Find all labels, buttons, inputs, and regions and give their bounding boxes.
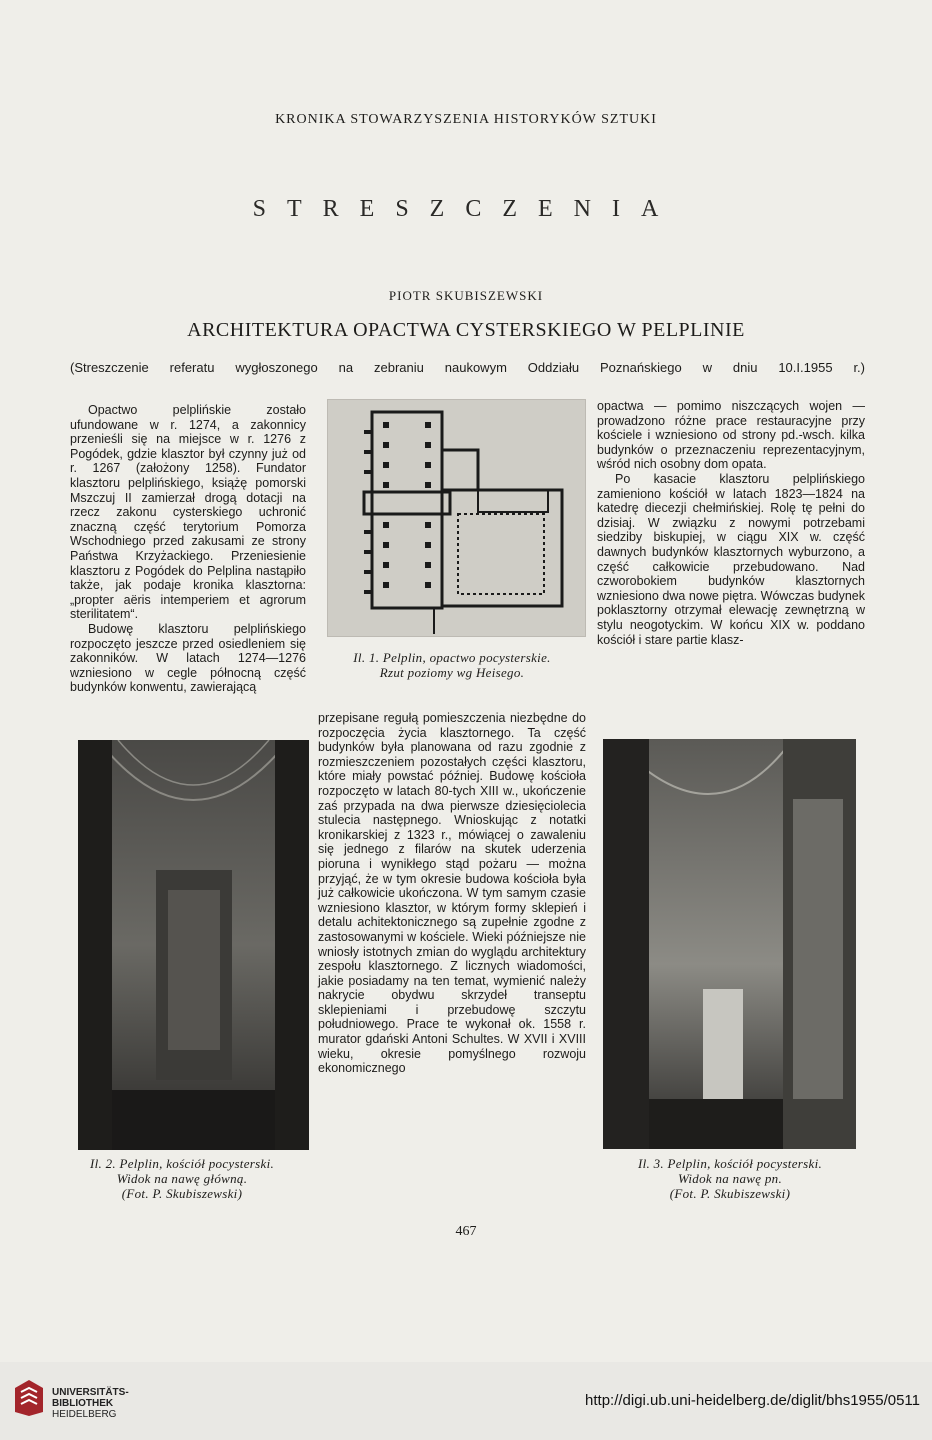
library-logo-icon — [12, 1378, 46, 1418]
library-footer — [0, 1362, 932, 1440]
library-name — [52, 1387, 129, 1420]
text-column-left — [70, 403, 306, 695]
north-aisle-photo-figure — [603, 739, 856, 1149]
nave-photo-image — [78, 740, 309, 1150]
caption-line: Il. 2. Pelplin, kościół pocysterski. — [89, 1156, 275, 1171]
text-column-middle — [318, 711, 586, 1076]
paragraph: przepisane regułą pomieszczenia niezbędne do rozpoczęcia życia klasztornego. Ta część budynków była planowana od razu zgodnie z rozmieszczeniem pozostałych części klasztoru, które miały powstać później. Budowę kościoła rozpoczęto w latach 80-tych XIII w., ukończenie zaś przypada na dwa pierwsze dziesięciolecia stulecia następnego. Wnioskując z notatki kronikarskiej z 1323 r., mówiącej o zawaleniu się jednego z filarów na skutek uderzenia pioruna i wynikłego stąd pożaru — można przyjąć, że w tym okresie budowa kościoła była już całkowicie ukończona. W tym samym czasie wzniesiono klasztor, w którym formy sklepień i detalu achitektonicznego są zupełnie zgodne z zastosowanymi w kościele. Wieki późniejsze nie wniosły istotnych zmian do wyglądu architektury zespołu klasztornego. Z licznych wiadomości, jakie posiadamy na ten temat, wymienić należy nakrycie obydwu skrzydeł transeptu sklepieniami i przebudowę szczytu południowego. Prace te wykonał ok. 1558 r. murator gdański Antoni Schultes. W XVII i XVIII wieku, okresie pomyślnego rozwoju ekonomicznego — [318, 711, 586, 1076]
caption-line: (Fot. P. Skubiszewski) — [121, 1186, 243, 1201]
figure-1-caption — [318, 650, 586, 680]
floor-plan-image — [328, 400, 585, 636]
paragraph: Po kasacie klasztoru pelplińskiego zamieniono kościół w latach 1823—1824 na katedrę diecezji chełmińskiej. Rolę tę pełni do dzisiaj. W związku z nowymi potrzebami siedziby biskupiej, w ciągu XIX w. część dawnych budynków klasztornych wyburzono, a część całkowicie przebudowano. Nad czworobokiem budynków klasztornych wzniesiono dwa nowe piętra. Wówczas budynek poklasztorny otrzymał elewację zewnętrzną w stylu neogotyckim. W końcu XIX w. poddano kościół i stare partie klasz- — [597, 471, 865, 647]
north-aisle-photo-image — [603, 739, 856, 1149]
library-name-line: UNIVERSITÄTS- — [52, 1387, 129, 1398]
paragraph: opactwa — pomimo niszczących wojen — prowadzono różne prace restauracyjne przy kościele i wzniesiono od strony pd.-wsch. kilka budynków o przeznaczeniu reprezentacyjnym, wśród nich osobny dom opata. — [597, 399, 865, 472]
nave-photo-figure — [78, 740, 309, 1150]
running-head: KRONIKA STOWARZYSZENIA HISTORYKÓW SZTUKI — [275, 112, 657, 127]
library-name-line: BIBLIOTHEK — [52, 1398, 114, 1409]
article-title: ARCHITEKTURA OPACTWA CYSTERSKIEGO W PELPLINIE — [187, 319, 745, 341]
caption-line: (Fot. P. Skubiszewski) — [669, 1186, 791, 1201]
caption-line: Il. 1. Pelplin, opactwo pocysterskie. — [353, 650, 551, 665]
caption-line: Il. 3. Pelplin, kościół pocysterski. — [637, 1156, 823, 1171]
figure-3-caption — [594, 1156, 866, 1201]
article-subtitle: (Streszczenie referatu wygłoszonego na zebraniu naukowym Oddziału Poznańskiego w dniu 10.I.1955 r.) — [70, 360, 865, 375]
figure-2-caption — [46, 1156, 318, 1201]
source-url-link[interactable]: http://digi.ub.uni-heidelberg.de/diglit/bhs1955/0511 — [585, 1392, 920, 1409]
page-number: 467 — [455, 1224, 477, 1239]
caption-line: Rzut poziomy wg Heisego. — [379, 665, 525, 680]
text-column-right — [597, 399, 865, 647]
caption-line: Widok na nawę pn. — [677, 1171, 783, 1186]
author-name: PIOTR SKUBISZEWSKI — [388, 288, 544, 303]
floor-plan-figure — [327, 399, 586, 637]
section-title: STRESZCZENIA — [252, 196, 680, 222]
paragraph: Opactwo pelplińskie zostało ufundowane w r. 1274, a zakonnicy przenieśli się na miejsce w r. 1276 z Pogódek, gdzie klasztor był czynny już od r. 1267 (założony 1258). Fundator klasztoru pelplińskiego, książę pomorski Mszczuj II zamierzał drogą dotacji na rzecz zakonu cysterskiego uchronić znaczną część terytorium Pomorza Wschodniego przed zakusami ze strony Państwa Krzyżackiego. Przeniesienie klasztoru z Pogódek do Pelplina nastąpiło także, jak podaje kronika klasztorna: „propter aëris intemperiem et agrorum sterilitatem“. — [70, 403, 306, 622]
paragraph: Budowę klasztoru pelplińskiego rozpoczęto jeszcze przed osiedleniem się zakonników. W latach 1274—1276 wzniesiono w cegle północną część budynków konwentu, zawierającą — [70, 621, 306, 695]
library-name-line: HEIDELBERG — [52, 1409, 117, 1420]
caption-line: Widok na nawę główną. — [116, 1171, 248, 1186]
